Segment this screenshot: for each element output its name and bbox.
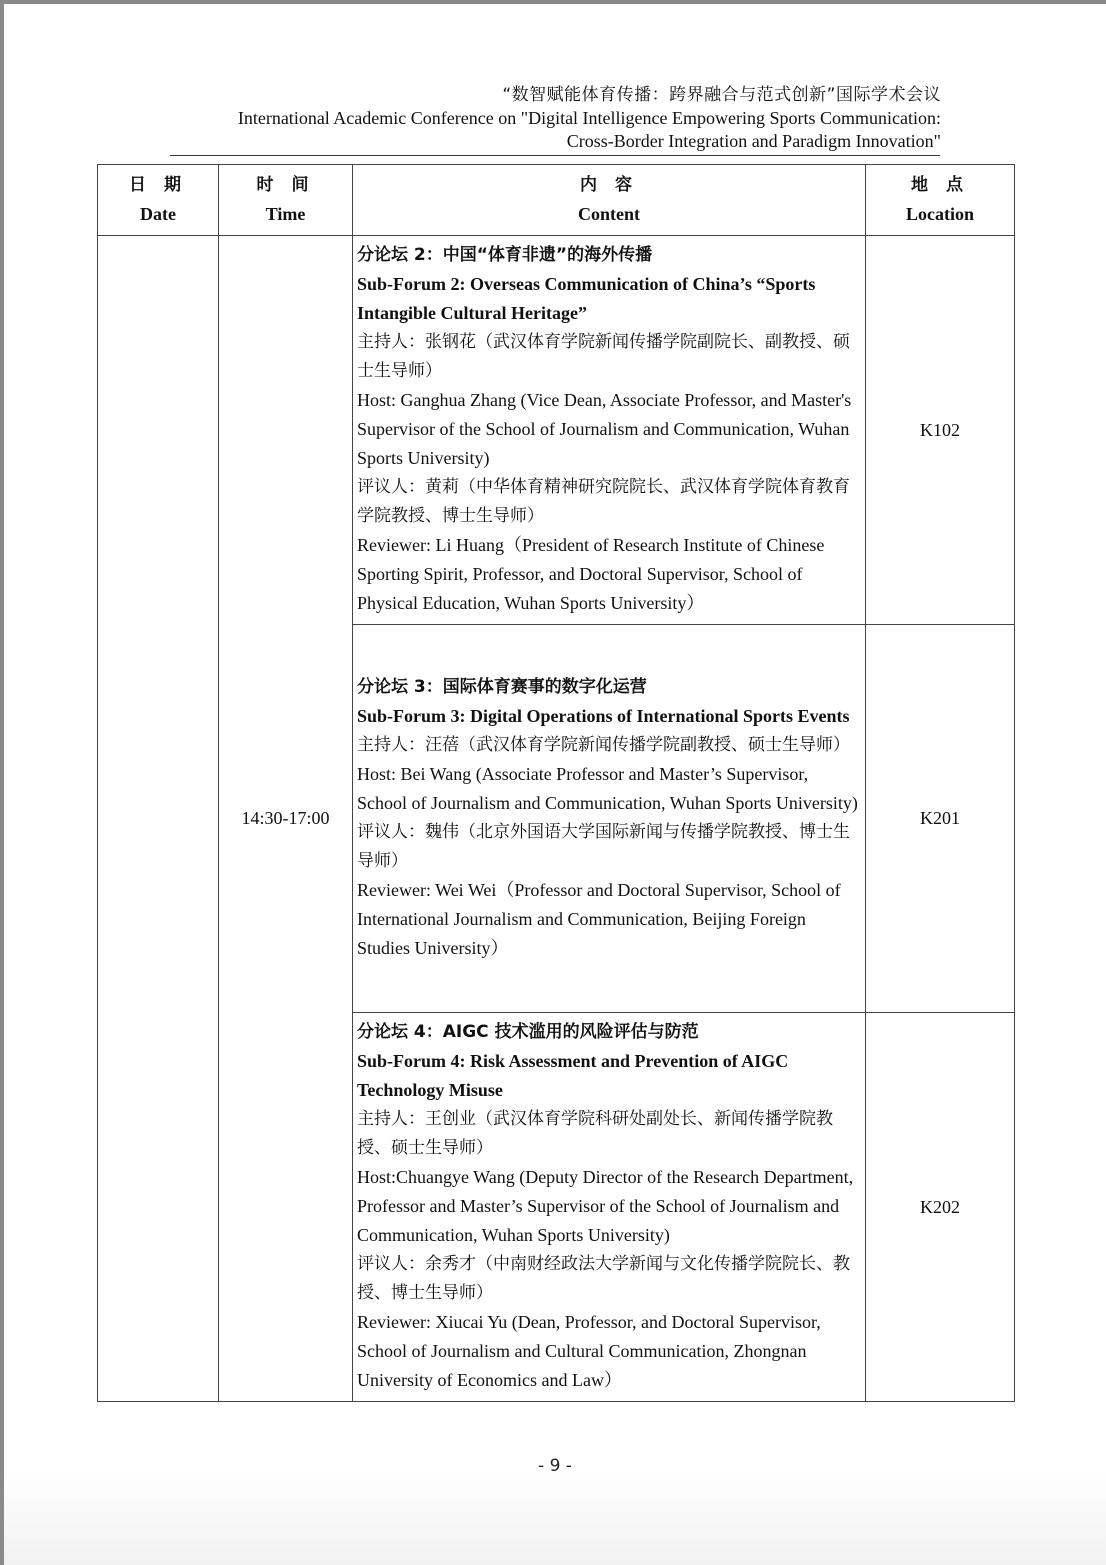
host-en: Host:Chuangye Wang (Deputy Director of the Research Department, Professor and Master’s Supervisor of the School of Journalism and Communication, Wuhan Sports University) [357,1167,854,1245]
host-zh: 主持人：汪蓓（武汉体育学院新闻传播学院副教授、硕士生导师） [357,735,850,755]
reviewer-zh: 评议人：魏伟（北京外国语大学国际新闻与传播学院教授、博士生导师） [357,822,850,871]
reviewer-en: Reviewer: Wei Wei（Professor and Doctoral Supervisor, School of International Journalism and Communication, Beijing Foreign Studies University） [357,880,841,958]
table-row [98,236,1015,625]
reviewer-zh: 评议人：余秀才（中南财经政法大学新闻与文化传播学院院长、教授、博士生导师） [357,1254,850,1303]
reviewer-zh: 评议人：黄莉（中华体育精神研究院院长、武汉体育学院体育教育学院教授、博士生导师） [357,477,850,526]
column-header-location: 地 点 Location [866,165,1015,236]
table-header-row [98,165,1015,236]
location-cell: K102 [866,236,1015,625]
subforum-title-zh: 分论坛 3：国际体育赛事的数字化运营 [357,677,647,697]
host-en: Host: Bei Wang (Associate Professor and Master’s Supervisor, School of Journalism and Communication, Wuhan Sports University) [357,764,858,813]
host-zh: 主持人：张钢花（武汉体育学院新闻传播学院副院长、副教授、硕士生导师） [357,332,850,381]
location-cell: K202 [866,1013,1015,1402]
subforum-title-zh: 分论坛 2：中国“体育非遗”的海外传播 [357,245,653,265]
subforum-title-zh: 分论坛 4：AIGC 技术滥用的风险评估与防范 [357,1022,699,1042]
column-header-date: 日 期 Date [98,165,219,236]
page-number: - 9 - [538,1456,572,1476]
content-cell [353,236,866,625]
schedule-table [97,164,1015,1402]
host-en: Host: Ganghua Zhang (Vice Dean, Associate Professor, and Master's Supervisor of the School of Journalism and Communication, Wuhan Sports University) [357,390,852,468]
header-title-en-line2: Cross-Border Integration and Paradigm Innovation" [566,131,941,151]
header-title-en-line1: International Academic Conference on "Digital Intelligence Empowering Sports Communication: [237,108,941,128]
header-title-zh: “数智赋能体育传播：跨界融合与范式创新”国际学术会议 [502,85,941,105]
reviewer-en: Reviewer: Xiucai Yu (Dean, Professor, and Doctoral Supervisor, School of Journalism and Cultural Communication, Zhongnan University of Economics and Law） [357,1312,821,1390]
content-cell [353,1013,866,1402]
subforum-title-en: Sub-Forum 2: Overseas Communication of China’s “Sports Intangible Cultural Heritage” [357,274,816,323]
reviewer-en: Reviewer: Li Huang（President of Research Institute of Chinese Sporting Spirit, Professor, and Doctoral Supervisor, School of Physical Education, Wuhan Sports University） [357,535,825,613]
column-header-content: 内 容 Content [353,165,866,236]
date-cell [98,236,219,1402]
location-cell: K201 [866,625,1015,1013]
document-page [4,4,1106,1565]
time-cell: 14:30-17:00 [219,236,353,1402]
running-header [238,84,941,153]
content-cell [353,625,866,1013]
subforum-title-en: Sub-Forum 3: Digital Operations of International Sports Events [357,706,850,726]
header-divider [170,155,940,156]
column-header-time: 时 间 Time [219,165,353,236]
subforum-title-en: Sub-Forum 4: Risk Assessment and Prevention of AIGC Technology Misuse [357,1051,789,1100]
host-zh: 主持人：王创业（武汉体育学院科研处副处长、新闻传播学院教授、硕士生导师） [357,1109,833,1158]
